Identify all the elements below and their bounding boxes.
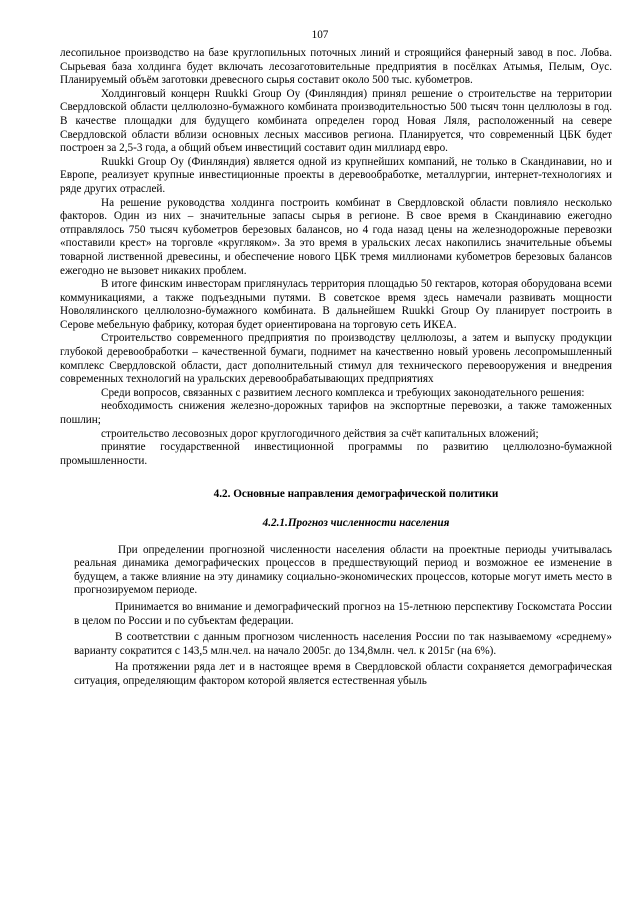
paragraph-russia-forecast: В соответствии с данным прогнозом численность населения России по так называемому «среднему» варианту сократится с 143,5 млн.чел. на начало 2005г. до 134,8млн. чел. к 2015г (на 6%). bbox=[74, 631, 612, 657]
subsection-heading: 4.2.1.Прогноз численности населения bbox=[262, 517, 450, 529]
page-content bbox=[60, 47, 612, 692]
paragraph-legislation-intro: Среди вопросов, связанных с развитием лесного комплекса и требующих законодательного решения: bbox=[101, 386, 585, 399]
paragraph-goskomstat: Принимается во внимание и демографический прогноз на 15-летнюю перспективу Госкомстата России в целом по России и по субъектам федерации. bbox=[74, 600, 612, 627]
paragraph-ruukki-decision: Холдинговый концерн Ruukki Group Oy (Финляндия) принял решение о строительстве на территории Свердловской области целлюлозно-бумажного комбината производительностью 500 тысяч тонн целлюлозы в год. В качестве площадки для будущего комбината определен город Новая Ляля, расположенный на севере Свердловской области вблизи основных лесных массивов региона. Планируется, что современный ЦБК будет построен за 2,5-3 года, а общий объем инвестиций составит один миллиард евро. bbox=[60, 87, 612, 155]
list-item-roads: строительство лесовозных дорог круглогодичного действия за счёт капитальных вложений; bbox=[101, 427, 539, 440]
paragraph-forecast-method: При определении прогнозной численности населения области на проектные периоды учитывалась реальная динамика демографических процессов в предшествующий период и возможное ее изменение в будущем, а также влияние на эту динамику социально-экономических процессов, которые могут иметь место в прогнозируемом периоде. bbox=[74, 543, 612, 597]
paragraph-factors: На решение руководства холдинга построить комбинат в Свердловской области повлияло несколько факторов. Один из них – значительные запасы сырья в регионе. В свое время в Скандинавию ежегодно отправлялось 750 тысяч кубометров березовых балансов, но 4 года назад цены на железнодорожные перевозки «поставили крест» на торговле «кругляком». За это время в уральских лесах накопились значительные объемы товарной лиственной древесины, и обеспечение нового ЦБК тремя миллионами кубометров березовых балансов ежегодно не вызовет никаких проблем. bbox=[60, 196, 612, 277]
page-number: 107 bbox=[311, 29, 329, 41]
paragraph-ruukki-profile: Ruukki Group Oy (Финляндия) является одной из крупнейших компаний, не только в Скандинавии, но и Европе, реализует крупные инвестиционные проекты в деревообработке, металлургии, интернет-технологиях и ряде других отраслей. bbox=[60, 155, 612, 195]
list-item-program: принятие государственной инвестиционной программы по развитию целлюлозно-бумажной промышленности. bbox=[60, 441, 612, 467]
paragraph-continuation: лесопильное производство на базе круглопильных поточных линий и строящийся фанерный завод в пос. Лобва. Сырьевая база холдинга будет включать лесозаготовительные предприятия в посёлках Атымья, Пелым, Оус. Планируемый объём заготовки древесного сырья составит около 500 тыс. кубометров. bbox=[60, 47, 612, 87]
demography-section bbox=[74, 544, 612, 689]
section-heading: 4.2. Основные направления демографической политики bbox=[213, 488, 499, 501]
paragraph-sverdlovsk-situation: На протяжении ряда лет и в настоящее время в Свердловской области сохраняется демографическая ситуация, определяющим фактором которой является естественная убыль bbox=[74, 661, 612, 687]
paragraph-modernization: Строительство современного предприятия по производству целлюлозы, а затем и выпуску продукции глубокой деревообработки – качественной бумаги, поднимет на качественно новый уровень лесопромышленный комплекс Свердловской области, даст дополнительный стимул для технического перевооружения и внедрения современных технологий на уральских деревообрабатывающих предприятиях bbox=[60, 332, 612, 386]
list-item-tariffs: необходимость снижения железно-дорожных тарифов на экспортные перевозки, а также таможенных пошлин; bbox=[60, 400, 612, 427]
paragraph-territory: В итоге финским инвесторам приглянулась территория площадью 50 гектаров, которая оборудована всеми коммуникациями, а также подъездными путями. В советское время здесь намечали развивать мощности Новолялинского целлюлозно-бумажного комбината. В дальнейшем Ruukki Group Oy планирует построить в Серове мебельную фабрику, которая будет ориентирована на торговую сеть ИКЕА. bbox=[60, 278, 612, 331]
